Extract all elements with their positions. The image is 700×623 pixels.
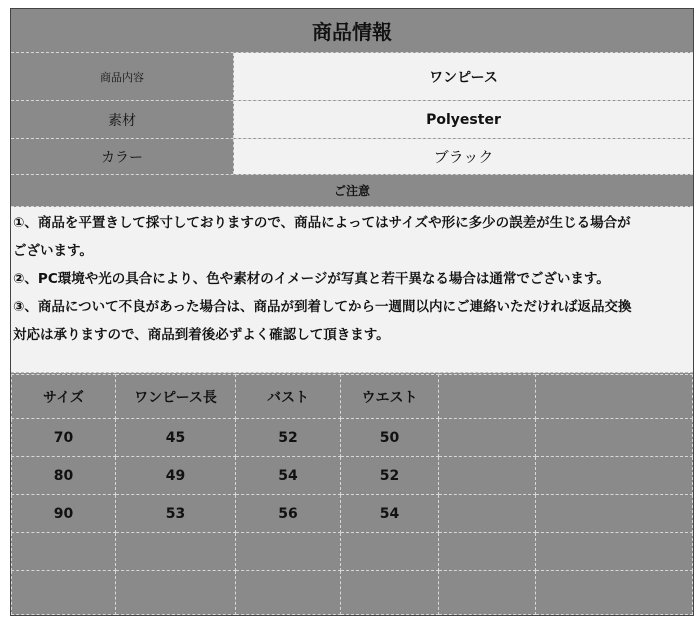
empty-cell <box>116 571 236 615</box>
empty-cell <box>439 457 536 495</box>
info-label: 素材 <box>11 101 234 138</box>
info-value: Polyester <box>234 101 693 138</box>
empty-cell <box>341 533 439 571</box>
empty-cell <box>536 571 693 615</box>
empty-cell <box>341 571 439 615</box>
empty-cell <box>12 533 116 571</box>
table-cell: 56 <box>236 495 341 533</box>
table-cell: 54 <box>341 495 439 533</box>
empty-cell <box>439 375 536 419</box>
empty-cell <box>536 495 693 533</box>
info-value: ワンピース <box>234 53 693 100</box>
info-row-color <box>11 139 693 175</box>
note-line: ②、PC環境や光の具合により、色や素材のイメージが写真と若干異なる場合は通常でございます。 <box>13 271 610 287</box>
table-cell: 54 <box>236 457 341 495</box>
size-table-header <box>12 375 693 419</box>
table-row <box>12 495 693 533</box>
note-line: ございます。 <box>13 243 93 259</box>
info-row-material <box>11 101 693 139</box>
table-cell: 53 <box>116 495 236 533</box>
note-line: ③、商品について不良があった場合は、商品が到着してから一週間以内にご連絡いただければ返品交換 <box>13 299 632 315</box>
empty-cell <box>439 495 536 533</box>
table-row <box>12 457 693 495</box>
note-line: ①、商品を平置きして採寸しておりますので、商品によってはサイズや形に多少の誤差が生じる場合が <box>13 215 631 231</box>
empty-cell <box>536 419 693 457</box>
empty-cell <box>439 419 536 457</box>
column-header: ウエスト <box>341 375 439 419</box>
empty-cell <box>536 375 693 419</box>
table-cell: 45 <box>116 419 236 457</box>
table-cell: 52 <box>236 419 341 457</box>
empty-cell <box>116 533 236 571</box>
size-table <box>11 374 693 615</box>
empty-cell <box>536 457 693 495</box>
empty-cell <box>536 533 693 571</box>
notes-body <box>11 207 693 373</box>
empty-cell <box>236 571 341 615</box>
empty-cell <box>236 533 341 571</box>
table-cell: 52 <box>341 457 439 495</box>
note-line: 対応は承りますので、商品到着後必ずよく確認して頂きます。 <box>13 327 390 343</box>
sheet-title: 商品情報 <box>11 9 693 53</box>
table-row <box>12 419 693 457</box>
table-row-empty <box>12 571 693 615</box>
info-value: ブラック <box>234 139 693 174</box>
empty-cell <box>439 533 536 571</box>
product-info-sheet <box>10 8 694 616</box>
info-label: 商品内容 <box>11 53 234 100</box>
table-cell: 80 <box>12 457 116 495</box>
empty-cell <box>12 571 116 615</box>
table-cell: 70 <box>12 419 116 457</box>
column-header: ワンピース長 <box>116 375 236 419</box>
table-cell: 90 <box>12 495 116 533</box>
table-cell: 49 <box>116 457 236 495</box>
info-label: カラー <box>11 139 234 174</box>
empty-cell <box>439 571 536 615</box>
notes-heading: ご注意 <box>11 175 693 207</box>
column-header: サイズ <box>12 375 116 419</box>
table-row-empty <box>12 533 693 571</box>
info-row-content <box>11 53 693 101</box>
table-cell: 50 <box>341 419 439 457</box>
column-header: バスト <box>236 375 341 419</box>
